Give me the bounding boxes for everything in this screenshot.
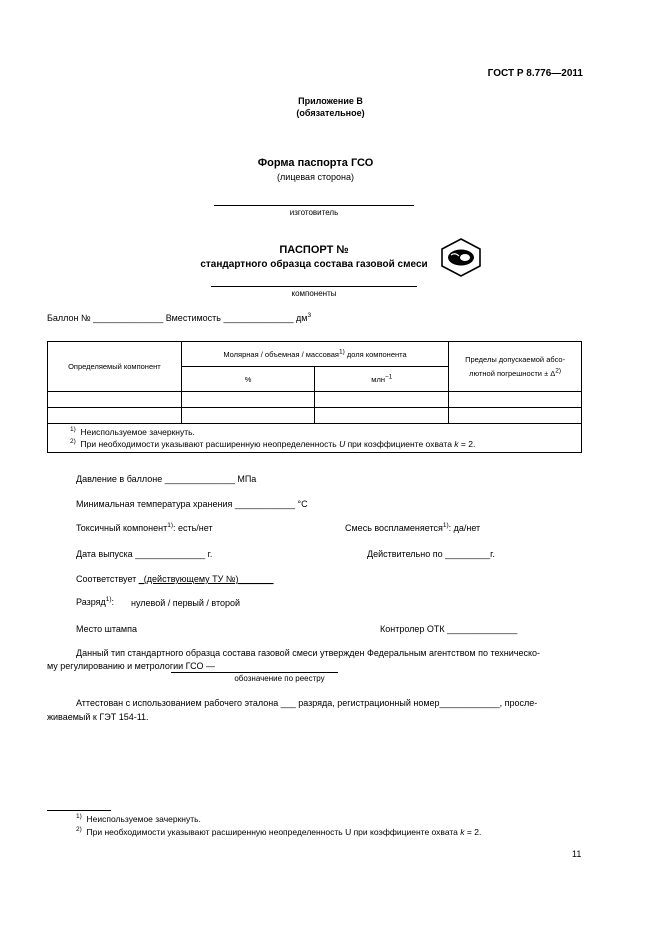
footnote-1: $^{1)}$ Неиспользуемое зачеркнуть. [76, 813, 201, 824]
cylinder-line: Баллон № ______________ Вместимость ______________ $дм^3$ [47, 312, 312, 323]
table-cell[interactable] [449, 408, 582, 424]
qc-controller-field: Контролер ОТК ______________ [380, 624, 518, 634]
flammable-field: Смесь воспламеняется$^{1)}$: да/нет [345, 522, 481, 533]
table-cell[interactable] [315, 392, 449, 408]
certification-mark-icon [437, 236, 485, 278]
attested-text-line1: Аттестован с использованием рабочего эталона ___ разряда, регистрационный номер____________, просле- [76, 698, 538, 708]
conforms-field: Соответствует _(действующему ТУ №)_______ [76, 574, 274, 584]
table-cell[interactable] [181, 392, 315, 408]
document-code: ГОСТ Р 8.776—2011 [487, 68, 583, 79]
footnote-2: $^{2)}$ При необходимости указывают расширенную неопределенность U при коэффициенте охвата k = 2. [76, 826, 482, 837]
header-fraction: Молярная / объемная / массовая$^{1)}$ доля компонента [181, 342, 448, 367]
table-cell[interactable] [315, 408, 449, 424]
passport-subtitle: стандартного образца состава газовой смеси [200, 259, 428, 270]
header-component: Определяемый компонент [48, 342, 182, 392]
page-number: 11 [572, 849, 582, 859]
issue-date-field: Дата выпуска ______________ г. [76, 549, 213, 559]
footnote-divider [47, 810, 111, 811]
table-cell[interactable] [48, 408, 182, 424]
grade-values: нулевой / первый / второй [131, 598, 241, 608]
approval-text-line1: Данный тип стандартного образца состава газовой смеси утвержден Федеральным агентством по техническо- [76, 648, 541, 658]
toxic-component-field: Токсичный компонент$^{1)}$: есть/нет [76, 522, 213, 533]
grade-label: Разряд$^{1)}$: [76, 596, 115, 607]
min-temperature-field: Минимальная температура хранения ____________ °С [76, 499, 308, 509]
header-error-limits: Пределы допускаемой абсо- лютной погрешности ± $\Delta^{2)}$ [449, 342, 582, 392]
annex-title: Приложение В [298, 96, 363, 106]
composition-table [47, 341, 582, 453]
header-ppm: млн$^{-1}$ [315, 367, 449, 392]
table-cell[interactable] [48, 392, 182, 408]
approval-text-line2: му регулированию и метрологии ГСО — [47, 661, 215, 671]
registry-blank-line [171, 672, 338, 673]
form-title: Форма паспорта ГСО [257, 157, 374, 169]
manufacturer-blank-line [214, 205, 414, 206]
annex-note: (обязательное) [296, 108, 365, 118]
pressure-field: Давление в баллоне ______________ МПа [76, 474, 257, 484]
table-cell[interactable] [181, 408, 315, 424]
form-subtitle: (лицевая сторона) [277, 172, 354, 182]
manufacturer-label: изготовитель [289, 208, 339, 217]
table-row [48, 392, 582, 408]
passport-title: ПАСПОРТ № [279, 244, 349, 256]
stamp-place: Место штампа [76, 624, 137, 634]
table-notes: $^{1)}$ Неиспользуемое зачеркнуть. $^{2)}$ При необходимости указывают расширенную неопределенность U при коэффициенте охвата k = 2. [48, 424, 582, 453]
table-cell[interactable] [449, 392, 582, 408]
components-blank-line [211, 286, 417, 287]
registry-label: обозначение по реестру [234, 674, 325, 683]
valid-until-field: Действительно по _________г. [367, 549, 495, 559]
header-percent: % [181, 367, 315, 392]
components-label: компоненты [291, 289, 337, 298]
attested-text-line2: живаемый к ГЭТ 154-11. [47, 712, 149, 722]
table-row [48, 408, 582, 424]
